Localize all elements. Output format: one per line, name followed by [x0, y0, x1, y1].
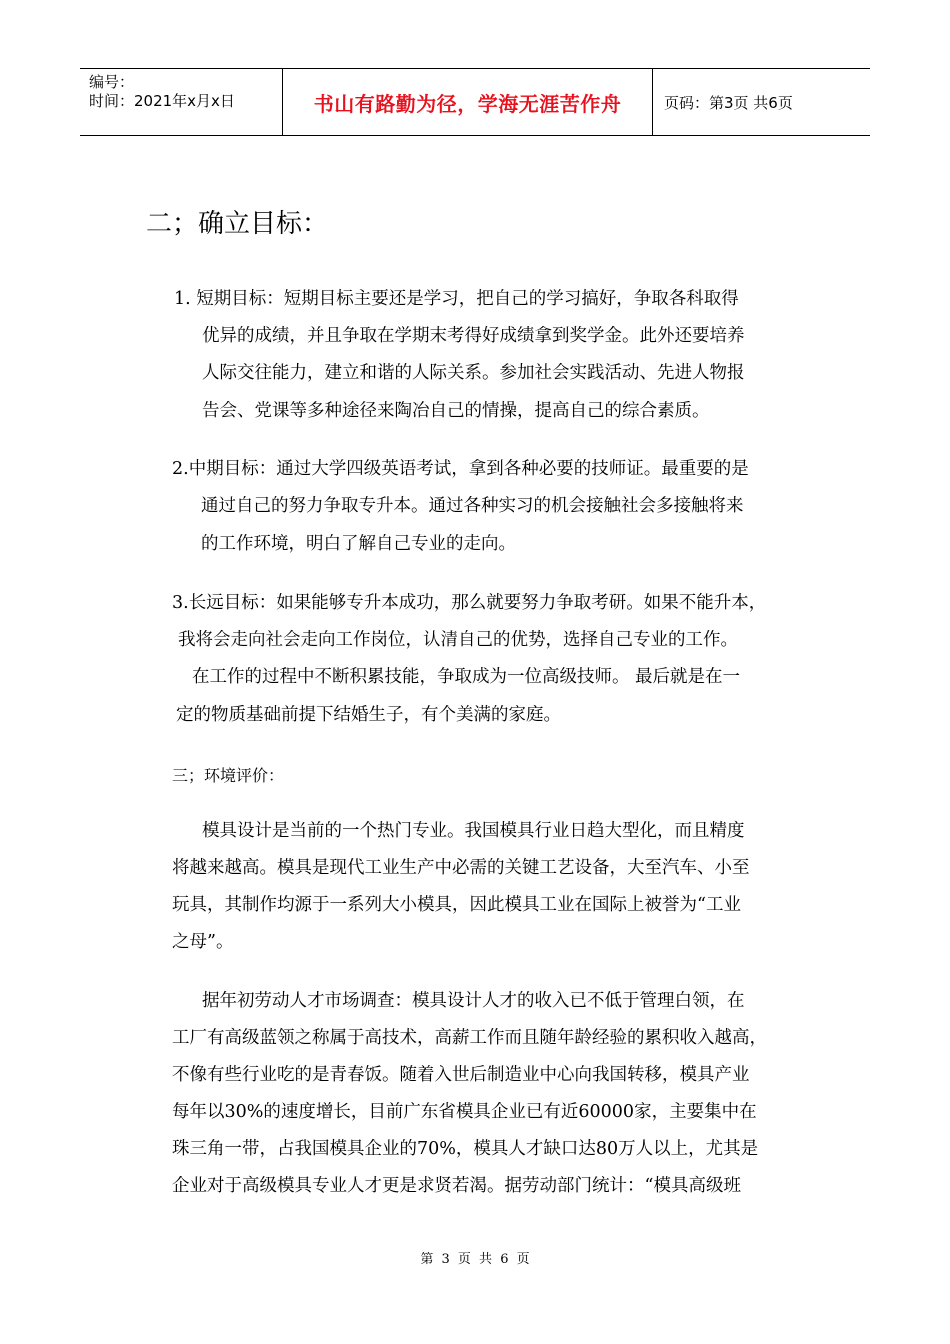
paragraph-line: 玩具，其制作均源于一系列大小模具，因此模具工业在国际上被誉为“工业: [172, 895, 741, 915]
paragraph-line: 珠三角一带，占我国模具企业的70%，模具人才缺口达80万人以上，尤其是: [172, 1139, 759, 1159]
section-title-goals: 二；确立目标：: [146, 209, 329, 239]
goal2-line: 2.中期目标：通过大学四级英语考试，拿到各种必要的技师证。最重要的是: [172, 459, 749, 479]
paragraph-line: 模具设计是当前的一个热门专业。我国模具行业日趋大型化，而且精度: [202, 821, 745, 841]
paragraph-line: 每年以30%的速度增长，目前广东省模具企业已有近60000家，主要集中在: [172, 1102, 757, 1122]
goal1-line: 告会、党课等多种途径来陶冶自己的情操，提高自己的综合素质。: [202, 401, 710, 421]
paragraph-line: 据年初劳动人才市场调查：模具设计人才的收入已不低于管理白领，在: [202, 991, 745, 1011]
header-page-info: 页码：第3页 共6页: [664, 93, 793, 112]
paragraph-line: 不像有些行业吃的是青春饭。随着入世后制造业中心向我国转移，模具产业: [172, 1065, 750, 1085]
paragraph-line: 之母”。: [172, 932, 234, 952]
goal3-line: 定的物质基础前提下结婚生子，有个美满的家庭。: [176, 705, 561, 725]
time-label: 时间：2021年x月x日: [89, 92, 235, 110]
paragraph-line: 将越来越高。模具是现代工业生产中必需的关键工艺设备，大至汽车、小至: [172, 858, 750, 878]
section-title-environment: 三；环境评价：: [172, 766, 285, 785]
paragraph-line: 企业对于高级模具专业人才更是求贤若渴。据劳动部门统计：“模具高级班: [172, 1176, 741, 1196]
number-label: 编号：: [89, 73, 135, 91]
goal3-line: 我将会走向社会走向工作岗位，认清自己的优势，选择自己专业的工作。: [178, 630, 738, 650]
goal1-line: 1. 短期目标：短期目标主要还是学习，把自己的学习搞好，争取各科取得: [174, 289, 739, 309]
goal2-line: 的工作环境，明白了解自己专业的走向。: [201, 534, 516, 554]
goal1-line: 优异的成绩，并且争取在学期末考得好成绩拿到奖学金。此外还要培养: [202, 326, 745, 346]
page-footer: 第 3 页 共 6 页: [420, 1252, 530, 1267]
goal3-line: 3.长远目标：如果能够专升本成功，那么就要努力争取考研。如果不能升本，: [172, 593, 767, 613]
header-table: [80, 68, 870, 136]
goal3-line: 在工作的过程中不断积累技能，争取成为一位高级技师。 最后就是在一: [192, 667, 741, 687]
paragraph-line: 工厂有高级蓝领之称属于高技术，高薪工作而且随年龄经验的累积收入越高，: [172, 1028, 767, 1048]
goal2-line: 通过自己的努力争取专升本。通过各种实习的机会接触社会多接触将来: [201, 496, 744, 516]
header-meta-cell: [80, 69, 283, 135]
header-motto: 书山有路勤为径，学海无涯苦作舟: [283, 69, 653, 135]
goal1-line: 人际交往能力，建立和谐的人际关系。参加社会实践活动、先进人物报: [202, 363, 745, 383]
